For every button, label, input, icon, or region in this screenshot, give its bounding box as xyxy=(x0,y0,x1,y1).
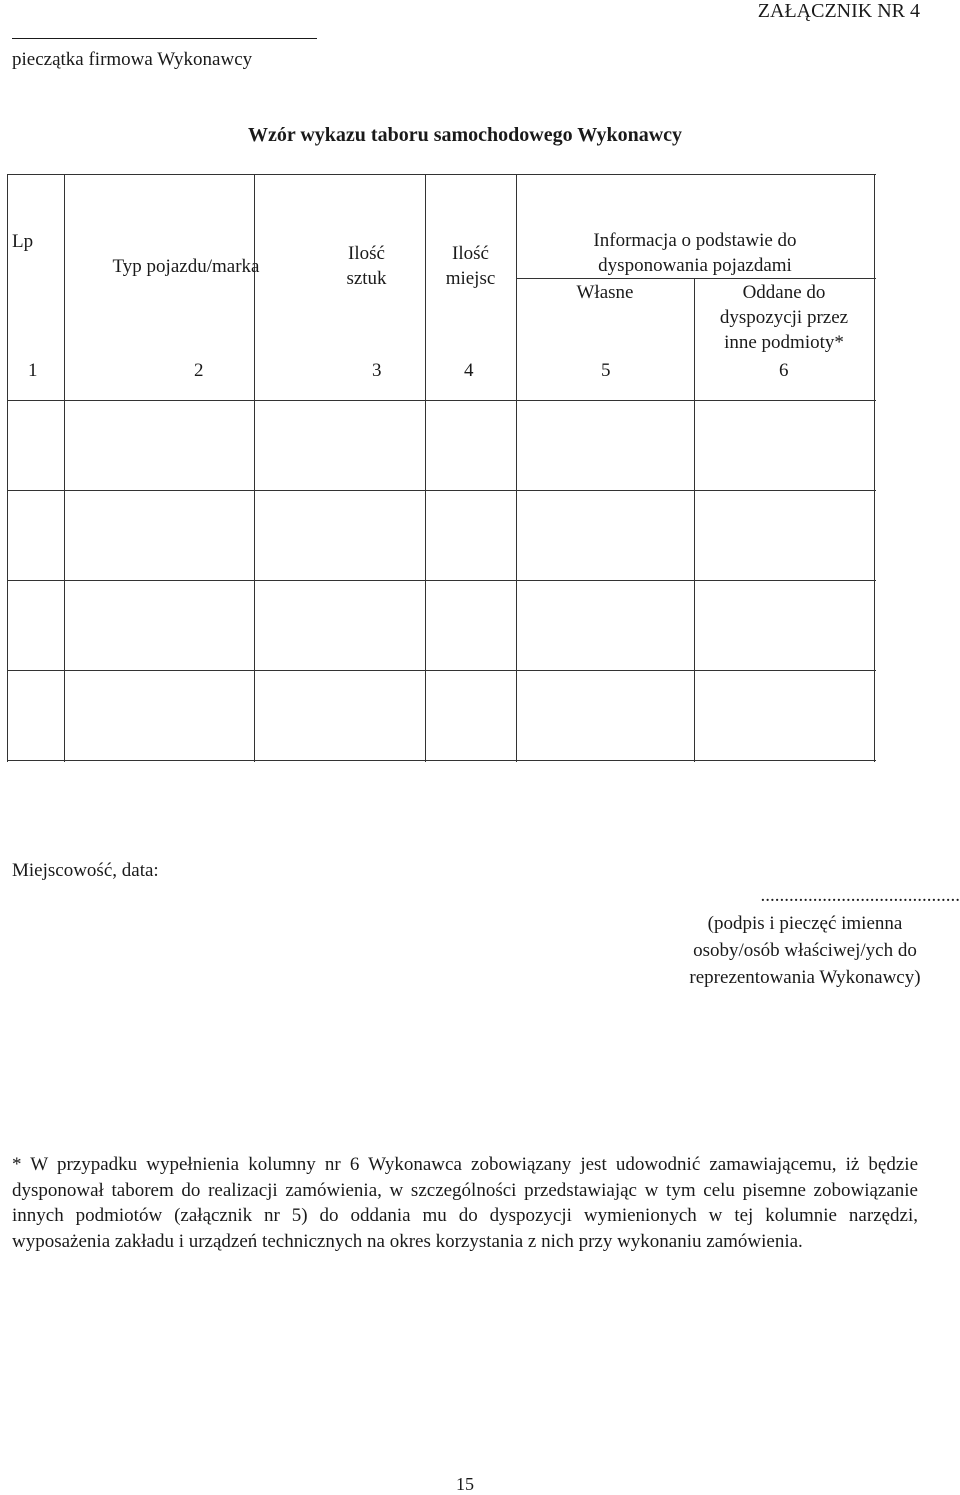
header-lent-line: dyspozycji przez xyxy=(694,305,874,330)
page-number: 15 xyxy=(0,1474,930,1495)
column-number: 1 xyxy=(28,358,38,383)
signature-caption-line: (podpis i pieczęć imienna xyxy=(660,910,950,937)
row-separator xyxy=(8,400,876,401)
attachment-label: ZAŁĄCZNIK NR 4 xyxy=(758,0,920,23)
footnote: * W przypadku wypełnienia kolumny nr 6 Wykonawca zobowiązany jest udowodnić zamawiającemu, iż będzie dysponował taborem do realizacji zamówienia, w szczególności przedstawiając w tym celu pisemne zobowiązanie innych podmiotów (załącznik nr 5) do oddania mu do dyspozycji wymienionych w tej kolumnie narzędzi, wyposażenia zakładu i urządzeń technicznych na okres korzystania z nich przy wykonaniu zamówienia. xyxy=(12,1152,918,1254)
header-quantity-line: Ilość xyxy=(308,241,425,266)
column-number: 3 xyxy=(372,358,382,383)
column-number: 5 xyxy=(601,358,611,383)
header-quantity-line: sztuk xyxy=(308,266,425,291)
signature-caption xyxy=(660,910,950,991)
signature-caption-line: reprezentowania Wykonawcy) xyxy=(660,964,950,991)
header-lent-line: inne podmioty* xyxy=(694,330,874,355)
header-seats xyxy=(425,241,516,291)
header-basis-info-line: dysponowania pojazdami xyxy=(516,253,874,278)
header-lent-by-others xyxy=(694,280,874,355)
header-lp: Lp xyxy=(12,229,33,254)
table-border-right xyxy=(874,174,875,762)
header-basis-info-line: Informacja o podstawie do xyxy=(516,228,874,253)
table-border-left xyxy=(7,174,8,762)
column-number: 4 xyxy=(464,358,474,383)
header-seats-line: miejsc xyxy=(425,266,516,291)
row-separator xyxy=(8,490,876,491)
table-border-top xyxy=(8,174,876,175)
row-separator xyxy=(8,670,876,671)
place-date-label: Miejscowość, data: xyxy=(12,860,159,882)
header-vehicle-type: Typ pojazdu/marka xyxy=(64,254,308,279)
subheader-separator xyxy=(516,278,876,279)
header-basis-info xyxy=(516,228,874,278)
header-lent-line: Oddane do xyxy=(694,280,874,305)
header-seats-line: Ilość xyxy=(425,241,516,266)
document-title: Wzór wykazu taboru samochodowego Wykonawcy xyxy=(0,124,930,147)
signature-dots: .......................................... xyxy=(761,885,960,907)
signature-caption-line: osoby/osób właściwej/ych do xyxy=(660,937,950,964)
company-stamp-label: pieczątka firmowa Wykonawcy xyxy=(12,49,252,71)
table-border-bottom xyxy=(8,760,876,761)
column-number: 6 xyxy=(779,358,789,383)
header-own: Własne xyxy=(516,280,694,305)
column-number: 2 xyxy=(194,358,204,383)
stamp-signature-line xyxy=(12,38,317,39)
vehicle-fleet-table xyxy=(8,174,876,762)
header-quantity xyxy=(308,241,425,291)
row-separator xyxy=(8,580,876,581)
